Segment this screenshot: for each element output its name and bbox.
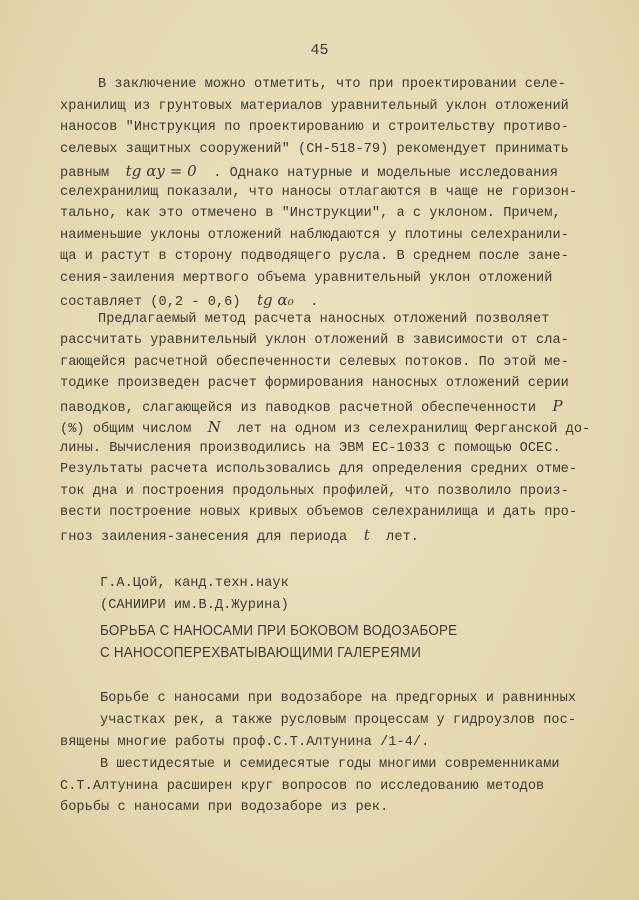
text-segment: ща и растут в сторону подводящего русла. В среднем после зане- xyxy=(60,249,569,264)
text-segment: Борьбе с наносами при водозаборе на предгорных и равнинных xyxy=(100,691,577,706)
text-segment: лины. Вычисления производились на ЭВМ ЕС-1033 с помощью ОСЕС. xyxy=(60,440,561,456)
math-expression: tg αy = 0 xyxy=(125,162,197,180)
text-line xyxy=(60,504,577,522)
text-line xyxy=(60,483,569,501)
text-segment: вести построение новых кривых объемов селехранилища и дать про- xyxy=(60,505,578,520)
text-line xyxy=(60,119,569,137)
text-segment: лет на одном из селехранилищ Ферганской до- xyxy=(220,422,591,437)
text-line xyxy=(60,184,577,202)
text-segment: гноз заиления-занесения для периода xyxy=(60,529,364,545)
text-segment: Результаты расчета использовались для определения средних отме- xyxy=(60,462,578,477)
text-line xyxy=(60,461,577,479)
text-segment: селехранилищ показали, что наносы отлагаются в чаще не горизон- xyxy=(60,184,578,200)
text-segment: вящены многие работы проф.С.Т.Алтунина /1-4/. xyxy=(60,735,430,750)
math-expression: N xyxy=(207,418,221,436)
text-line xyxy=(98,76,566,94)
text-segment: наносов "Инструкция по проектированию и строительству противо- xyxy=(60,120,569,135)
text-line xyxy=(60,227,569,245)
text-line xyxy=(60,526,419,547)
text-segment: тально, как это отмечено в "Инструкции", а с уклоном. Причем, xyxy=(60,206,561,221)
text-segment: равным xyxy=(60,166,126,181)
text-segment: тодике произведен расчет формирования наносных отложений серии xyxy=(60,376,569,391)
math-expression: t xyxy=(363,525,370,544)
text-line xyxy=(60,291,318,312)
text-line xyxy=(60,418,590,439)
text-segment: ток дна и построения продольных профилей, что позволило произ- xyxy=(60,483,569,499)
text-line xyxy=(60,354,569,372)
text-segment: . xyxy=(293,295,319,310)
text-segment: хранилищ из грунтовых материалов уравнительный уклон отложений xyxy=(60,98,569,114)
text-line xyxy=(60,375,569,393)
text-line xyxy=(60,397,563,418)
text-segment: рассчитать уравнительный уклон отложений в зависимости от сла- xyxy=(60,333,569,348)
text-segment: сения-заиления мертвого объема уравнительный уклон отложений xyxy=(60,270,553,286)
text-line xyxy=(100,756,560,774)
text-line xyxy=(60,440,561,458)
text-segment: лет. xyxy=(369,529,420,545)
article-title-line-2: С НАНОСОПЕРЕХВАТЫВАЮЩИМИ ГАЛЕРЕЯМИ xyxy=(100,645,422,661)
text-segment: (%) общим числом xyxy=(60,422,208,437)
text-line xyxy=(98,311,549,329)
text-line xyxy=(60,778,544,796)
text-segment: борьбы с наносами при водозаборе из рек. xyxy=(60,800,389,815)
text-segment: участках рек, а также русловым процессам у гидроузлов пос- xyxy=(100,713,577,728)
text-line xyxy=(60,270,552,288)
text-line xyxy=(100,712,576,730)
text-line xyxy=(60,98,569,116)
math-expression: tg α₀ xyxy=(256,291,294,309)
text-segment: В шестидесятые и семидесятые годы многими современниками xyxy=(100,757,560,772)
article-title-line-1: БОРЬБА С НАНОСАМИ ПРИ БОКОВОМ ВОДОЗАБОРЕ xyxy=(100,623,458,639)
article-author: Г.А.Цой, канд.техн.наук xyxy=(100,576,289,591)
text-segment: паводков, слагающейся из паводков расчетной обеспеченности xyxy=(60,400,553,416)
text-segment: селевых защитных сооружений" (СН-518-79) рекомендует принимать xyxy=(60,141,569,157)
text-line xyxy=(60,248,569,266)
text-line xyxy=(60,141,569,159)
text-segment: составляет (0,2 - 0,6) xyxy=(60,295,257,310)
page-number: 45 xyxy=(310,42,329,59)
text-line xyxy=(60,734,429,752)
text-line xyxy=(60,205,561,223)
text-segment: Предлагаемый метод расчета наносных отложений позволяет xyxy=(98,311,550,327)
text-line xyxy=(60,799,388,817)
math-expression: P xyxy=(552,396,563,415)
text-segment: наименьшие уклоны отложений наблюдаются у плотины селехранили- xyxy=(60,227,569,243)
text-segment: . Однако натурные и модельные исследования xyxy=(196,166,558,181)
text-line xyxy=(60,332,569,350)
text-segment: В заключение можно отметить, что при проектировании селе- xyxy=(98,77,566,92)
text-line xyxy=(100,690,576,708)
text-line xyxy=(60,162,558,183)
article-affiliation: (САНИИРИ им.В.Д.Журина) xyxy=(100,598,289,613)
text-segment: С.Т.Алтунина расширен круг вопросов по исследованию методов xyxy=(60,779,545,794)
text-segment: гающейся расчетной обеспеченности селевых потоков. По этой ме- xyxy=(60,354,569,370)
